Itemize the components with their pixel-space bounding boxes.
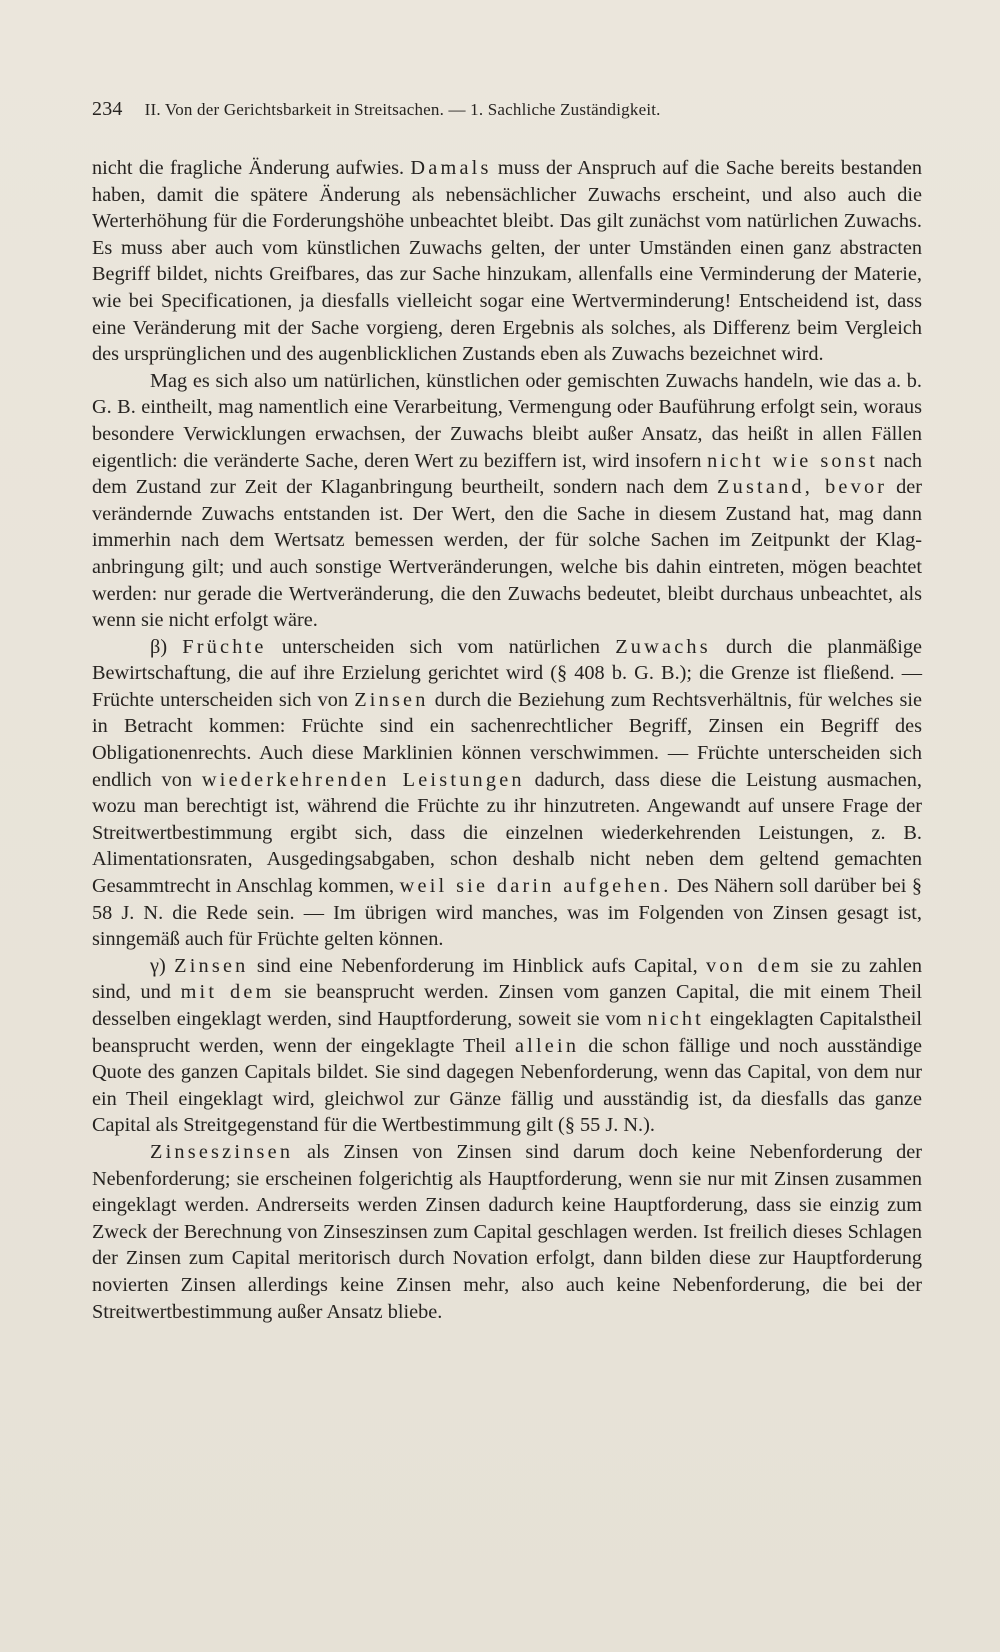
paragraph	[92, 1139, 922, 1325]
emphasized-text: Früchte	[182, 635, 267, 658]
emphasized-text: allein	[514, 1034, 580, 1057]
paragraph	[92, 634, 922, 953]
body-text	[92, 155, 922, 1325]
emphasized-text: Damals	[410, 157, 492, 179]
text-run: β)	[150, 635, 183, 658]
text-run: eingeklagten Capitalstheil beansprucht werden, wenn der eingeklagte Theil	[92, 1008, 922, 1057]
text-run: Des Nähern soll darüber bei § 58 J. N. die Rede sein. — Im übrigen wird manches, was im Folgenden von Zinsen gesagt ist, sinngemäß auch für Früchte gelten können.	[92, 875, 922, 951]
paragraph	[92, 155, 922, 368]
emphasized-text: Zuwachs	[615, 635, 711, 658]
running-title: II. Von der Gerichtsbarkeit in Streitsachen. — 1. Sachliche Zuständigkeit.	[144, 100, 661, 119]
emphasized-text: weil sie darin aufgehen.	[399, 875, 672, 898]
emphasized-text: mit dem	[180, 981, 275, 1004]
emphasized-text: nicht	[647, 1008, 704, 1030]
text-run: durch die Beziehung zum Rechtsverhältnis, für welches sie in Betracht kommen: Früchte sind ein sachenrechtlicher Begriff, Zinsen ein Begriff des Obligationenrechts. Auch diese Marklinien können verschwimmen. — Früchte unterscheiden sich endlich von	[92, 688, 922, 791]
running-header	[92, 98, 922, 121]
text-run: als Zinsen von Zinsen sind darum doch keine Nebenforderung der Nebenforderung; sie erscheinen folgerichtig als Hauptforderung, wenn sie nur mit Zinsen zusammen eingeklagt werden. Andrerseits werden Zinsen dadurch keine Hauptforderung, dass sie einzig zum Zweck der Berechnung von Zinseszinsen zum Capital geschlagen werden. Ist freilich dieses Schlagen der Zinsen zum Capital meritorisch durch Novation erfolgt, dann bilden diese zur Hauptforderung novierten Zinsen allerdings keine Zinsen mehr, also auch keine Nebenforderung, die bei der Streitwertbestimmung außer Ansatz bliebe.	[92, 1140, 922, 1323]
text-run: der verändernde Zuwachs entstanden ist. Der Wert, den die Sache in diesem Zustand hat, mag dann immerhin nach dem Wertsatz bemessen werden, der für solche Sachen im Zeitpunkt der Klaganbringung gilt; und auch sonstige Wertveränderungen, welche bis dahin eintreten, mögen beachtet werden: nur gerade die Wertveränderung, die den Zuwachs bedeutet, bleibt durchaus unbeachtet, als wenn sie nicht erfolgt wäre.	[92, 476, 922, 632]
text-run: nicht die fragliche Änderung aufwies.	[92, 157, 411, 179]
text-run: unterscheiden sich vom natürlichen	[266, 635, 616, 658]
text-run: die schon fällige und noch ausständige Quote des ganzen Capitals bildet. Sie sind dagegen Nebenforderung, wenn das Capital, von dem nur ein Theil eingeklagt wird, gleichwol zur Gänze fällig und ausständig ist, da diesfalls das ganze Capital als Streitgegenstand für die Wertbestimmung gilt (§ 55 J. N.).	[92, 1034, 922, 1137]
text-run: sind eine Nebenforderung im Hinblick aufs Capital,	[248, 954, 707, 977]
paragraph	[92, 368, 922, 634]
paragraph	[92, 953, 922, 1139]
emphasized-text: Zinsen	[354, 688, 429, 711]
emphasized-text: nicht wie sonst	[707, 449, 879, 472]
text-run: γ)	[150, 954, 175, 977]
text-run: sie zu zahlen sind, und	[92, 954, 922, 1004]
emphasized-text: wiederkehrenden Leistungen	[201, 768, 525, 791]
text-run: sie beansprucht werden. Zinsen vom ganzen Capital, die mit einem Theil desselben eingeklagt werden, sind Hauptforderung, soweit sie vom	[92, 981, 922, 1030]
text-run: dadurch, dass diese die Leistung ausmachen, wozu man berechtigt ist, während die Früchte zu ihr hinzutreten. Angewandt auf unsere Frage der Streitwertbestimmung ergibt sich, dass die einzelnen wiederkehrenden Leistungen, z. B. Alimentationsraten, Ausgedingsabgaben, schon deshalb nicht neben dem geltend gemachten Gesammtrecht in Anschlag kommen,	[92, 768, 923, 898]
emphasized-text: von dem	[706, 954, 803, 977]
text-run: muss der Anspruch auf die Sache bereits bestanden haben, damit die spätere Änderung als nebensächlicher Zuwachs erscheint, und also auch die Werterhöhung für die Forderungshöhe unbeachtet bleibt. Das gilt zunächst vom natürlichen Zuwachs. Es muss aber auch vom künstlichen Zuwachs gelten, der unter Umständen einen ganz abstracten Begriff bildet, nichts Greifbares, das zur Sache hinzukam, allenfalls eine Verminderung der Materie, wie bei Specificationen, ja diesfalls vielleicht sogar eine Wertverminderung! Entscheidend ist, dass eine Veränderung mit der Sache vorgieng, deren Ergebnis als solches, als Differenz beim Vergleich des ursprünglichen und des augenblicklichen Zustands eben als Zuwachs bezeichnet wird.	[92, 157, 922, 366]
emphasized-text: Zinseszinsen	[150, 1140, 294, 1163]
text-run: durch die planmäßige Bewirtschaftung, die auf ihre Erzielung gerichtet wird (§ 408 b. G. B.); die Grenze ist fließend. — Früchte unterscheiden sich von	[92, 635, 923, 711]
page-number: 234	[92, 98, 123, 120]
emphasized-text: Zinsen	[174, 954, 249, 977]
text-run: Mag es sich also um natürlichen, künstlichen oder gemischten Zuwachs handeln, wie das a. b. G. B. eintheilt, mag namentlich eine Verarbeitung, Vermengung oder Bauführung erfolgt sein, woraus besondere Verwicklungen erwachsen, der Zuwachs bleibt außer Ansatz, das heißt in allen Fällen eigentlich: die veränderte Sache, deren Wert zu beziffern ist, wird insofern	[92, 369, 922, 472]
text-run: nach dem Zustand zur Zeit der Klaganbringung beurtheilt, sondern nach dem	[92, 449, 922, 499]
emphasized-text: Zustand, bevor	[717, 476, 888, 499]
